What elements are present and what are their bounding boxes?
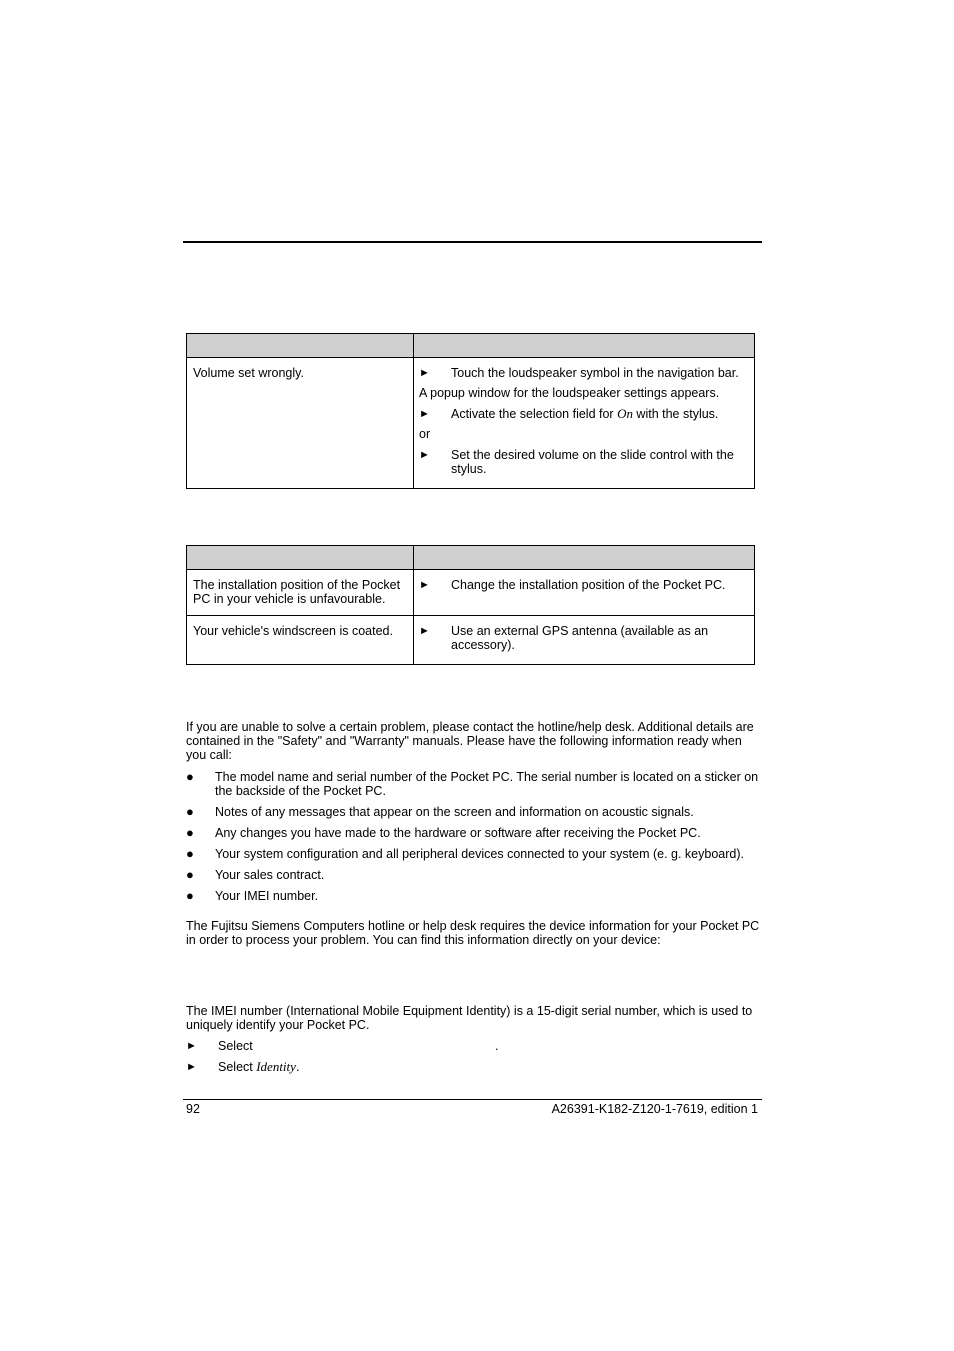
bullet-icon: ● [186,825,194,840]
select-step [186,1060,746,1074]
select-step-end: . [495,1039,499,1053]
step-text: Change the installation position of the Pocket PC. [451,578,726,592]
volume-troubleshoot-table [186,333,755,489]
list-item [186,868,762,882]
gps-troubleshoot-table [186,545,755,665]
arrow-icon: ► [419,367,430,379]
table-row [187,570,755,616]
table-header-row [187,546,755,570]
list-item-text: Your sales contract. [215,868,325,882]
option-on: On [617,406,633,421]
solution-step [419,366,748,380]
solution-step [419,407,748,421]
header-cell-solution [414,546,755,570]
solution-cell [414,570,755,616]
list-item [186,805,762,819]
solution-step [419,624,748,652]
device-info-paragraph: The Fujitsu Siemens Computers hotline or help desk requires the device information for your Pocket PC in order to process your problem. You can find this information directly on your device: [186,919,760,947]
imei-paragraph: The IMEI number (International Mobile Equipment Identity) is a 15-digit serial number, which is used to uniquely identify your Pocket PC. [186,1004,753,1032]
step-text [451,407,748,421]
solution-step [419,448,748,476]
info-list [186,770,762,910]
bullet-icon: ● [186,888,194,903]
select-text: Select [218,1039,253,1053]
step-text: Use an external GPS antenna (available as an accessory). [451,624,709,652]
footer-rule [183,1099,762,1100]
table-row [187,616,755,665]
step-text-part: Activate the selection field for [451,407,618,421]
cause-cell: The installation position of the Pocket PC in your vehicle is unfavourable. [187,570,414,616]
list-item-text: Your IMEI number. [215,889,319,903]
list-item [186,889,762,903]
header-cell-solution [414,334,755,358]
table-row [187,358,755,489]
list-item [186,847,762,861]
list-item [186,770,762,798]
arrow-icon: ► [419,579,430,591]
cause-cell: Volume set wrongly. [187,358,414,489]
option-identity: Identity [256,1059,296,1074]
list-item-text: Notes of any messages that appear on the screen and information on acoustic signals. [215,805,694,819]
header-cell-cause [187,334,414,358]
cause-cell: Your vehicle's windscreen is coated. [187,616,414,665]
bullet-icon: ● [186,867,194,882]
header-rule [183,241,762,243]
solution-cell [414,616,755,665]
select-text [218,1060,299,1074]
list-item-text: The model name and serial number of the Pocket PC. The serial number is located on a sticker on the backside of the Pocket PC. [215,770,759,798]
step-note: A popup window for the loudspeaker settings appears. [419,386,720,400]
arrow-icon: ► [186,1040,197,1052]
step-text: Touch the loudspeaker symbol in the navigation bar. [451,366,739,380]
or-text: or [419,427,431,441]
arrow-icon: ► [419,625,430,637]
bullet-icon: ● [186,804,194,819]
select-text-part: . [295,1060,300,1074]
list-item-text: Any changes you have made to the hardware or software after receiving the Pocket PC. [215,826,701,840]
list-item [186,826,762,840]
table-header-row [187,334,755,358]
list-item-text: Your system configuration and all peripheral devices connected to your system (e. g. keyboard). [215,847,744,861]
arrow-icon: ► [186,1061,197,1073]
arrow-icon: ► [419,408,430,420]
document-id: A26391-K182-Z120-1-7619, edition 1 [551,1102,758,1116]
solution-cell [414,358,755,489]
contact-intro: If you are unable to solve a certain problem, please contact the hotline/help desk. Additional details are contained in the "Safety" and "Warranty" manuals. Please have the following information ready when you call: [186,720,754,762]
arrow-icon: ► [419,449,430,461]
step-text-part: with the stylus. [632,407,719,421]
select-step [186,1039,746,1053]
bullet-icon: ● [186,846,194,861]
page-number: 92 [186,1102,200,1116]
step-text: Set the desired volume on the slide control with the stylus. [451,448,734,476]
bullet-icon: ● [186,769,194,784]
header-cell-cause [187,546,414,570]
solution-step [419,578,748,592]
select-text-part: Select [218,1060,257,1074]
